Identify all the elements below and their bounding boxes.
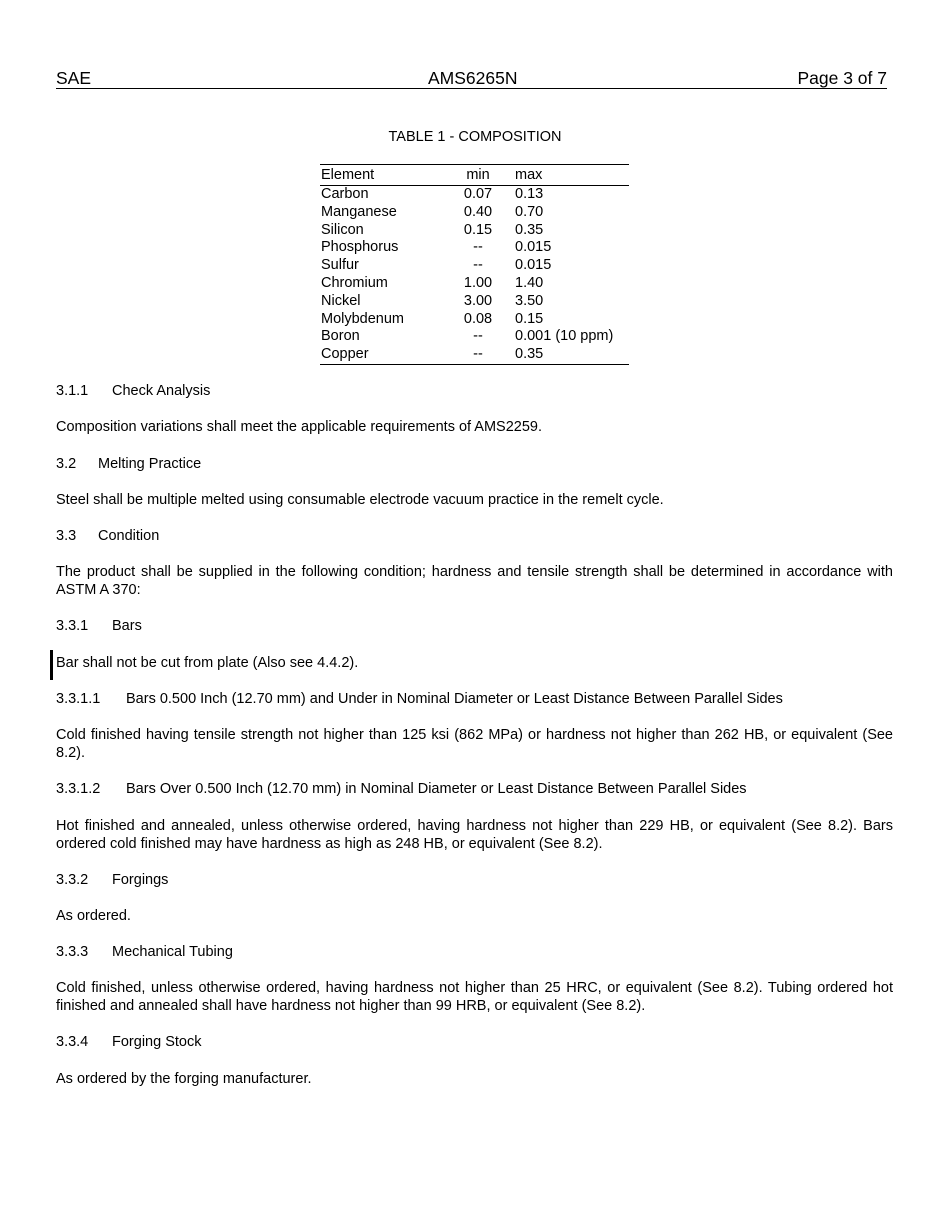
section-number: 3.3.1.1	[56, 691, 101, 707]
section-paragraph: Cold finished, unless otherwise ordered, having hardness not higher than 25 HRC, or equivalent (See 8.2). Tubing ordered hot finished and annealed shall have hardness not higher than 99 HRB, or equivalent (See 8.2).	[56, 980, 893, 1014]
cell-max: 0.35	[515, 346, 544, 363]
table-header-row	[320, 167, 629, 186]
section-number: 3.3.3	[56, 944, 89, 960]
section-paragraph: As ordered.	[56, 908, 131, 924]
col-header-max: max	[515, 167, 543, 183]
cell-element: Phosphorus	[321, 239, 399, 256]
table-row	[320, 204, 629, 222]
section-title: Melting Practice	[98, 456, 202, 472]
table-row	[320, 186, 629, 204]
cell-min: 1.00	[463, 274, 493, 291]
table-row	[320, 311, 629, 329]
section-title: Bars	[112, 618, 142, 634]
header-org: SAE	[56, 68, 92, 88]
section-heading	[56, 527, 159, 545]
cell-element: Nickel	[321, 292, 361, 309]
cell-max: 0.70	[515, 203, 544, 220]
section-heading	[56, 871, 168, 889]
cell-element: Boron	[321, 328, 360, 345]
section-heading	[56, 780, 747, 798]
table-row	[320, 346, 629, 364]
section-number: 3.3.1	[56, 618, 89, 634]
cell-max: 0.35	[515, 221, 544, 238]
table-caption: TABLE 1 - COMPOSITION	[388, 129, 562, 145]
cell-min: 3.00	[463, 292, 493, 309]
col-header-min: min	[466, 167, 490, 183]
cell-min: --	[473, 328, 483, 345]
cell-max: 0.15	[515, 310, 544, 327]
section-title: Forgings	[112, 872, 169, 888]
cell-max: 0.015	[515, 257, 552, 274]
table-row	[320, 293, 629, 311]
table-row	[320, 275, 629, 293]
cell-min: 0.08	[463, 310, 493, 327]
section-number: 3.3.2	[56, 872, 89, 888]
section-paragraph: As ordered by the forging manufacturer.	[56, 1071, 312, 1087]
section-paragraph: Cold finished having tensile strength not higher than 125 ksi (862 MPa) or hardness not higher than 262 HB, or equivalent (See 8.2).	[56, 727, 893, 761]
table-row	[320, 257, 629, 275]
cell-max: 3.50	[515, 292, 544, 309]
cell-element: Sulfur	[321, 257, 359, 274]
section-number: 3.3.4	[56, 1034, 89, 1050]
col-header-element: Element	[321, 167, 375, 183]
page-header	[56, 68, 887, 89]
cell-min: 0.07	[463, 186, 493, 202]
section-title: Forging Stock	[112, 1034, 202, 1050]
section-number: 3.3	[56, 528, 77, 544]
section-number: 3.1.1	[56, 383, 89, 399]
cell-element: Silicon	[321, 221, 364, 238]
cell-min: --	[473, 346, 483, 363]
section-title: Bars 0.500 Inch (12.70 mm) and Under in Nominal Diameter or Least Distance Between Parallel Sides	[126, 691, 783, 707]
section-title: Condition	[98, 528, 160, 544]
cell-max: 0.13	[515, 186, 544, 202]
header-doc-id: AMS6265N	[428, 68, 518, 88]
section-heading	[56, 943, 233, 961]
section-heading	[56, 1033, 201, 1051]
cell-element: Chromium	[321, 274, 388, 291]
cell-element: Carbon	[321, 186, 369, 202]
cell-element: Manganese	[321, 203, 397, 220]
cell-min: --	[473, 239, 483, 256]
cell-min: --	[473, 257, 483, 274]
composition-table	[320, 164, 629, 365]
cell-min: 0.15	[463, 221, 493, 238]
cell-max: 0.001 (10 ppm)	[515, 328, 614, 345]
change-bar	[50, 650, 53, 680]
section-heading	[56, 455, 201, 473]
cell-element: Molybdenum	[321, 310, 405, 327]
table-row	[320, 222, 629, 240]
cell-min: 0.40	[463, 203, 493, 220]
section-title: Check Analysis	[112, 383, 211, 399]
section-heading	[56, 617, 142, 635]
section-paragraph: Composition variations shall meet the applicable requirements of AMS2259.	[56, 419, 543, 435]
cell-max: 0.015	[515, 239, 552, 256]
header-page-number: Page 3 of 7	[797, 68, 887, 88]
section-heading	[56, 382, 210, 400]
section-paragraph: Steel shall be multiple melted using consumable electrode vacuum practice in the remelt cycle.	[56, 492, 664, 508]
section-number: 3.2	[56, 456, 77, 472]
table-row	[320, 328, 629, 346]
cell-element: Copper	[321, 346, 369, 363]
section-heading	[56, 690, 783, 708]
section-title: Mechanical Tubing	[112, 944, 233, 960]
section-paragraph: Bar shall not be cut from plate (Also see 4.4.2).	[56, 655, 359, 671]
table-row	[320, 239, 629, 257]
section-paragraph: The product shall be supplied in the following condition; hardness and tensile strength shall be determined in accordance with ASTM A 370:	[56, 564, 893, 598]
section-title: Bars Over 0.500 Inch (12.70 mm) in Nominal Diameter or Least Distance Between Parallel Sides	[126, 781, 747, 797]
section-number: 3.3.1.2	[56, 781, 101, 797]
section-paragraph: Hot finished and annealed, unless otherwise ordered, having hardness not higher than 229 HB, or equivalent (See 8.2). Bars ordered cold finished may have hardness as high as 248 HB, or equivalent (See 8.2).	[56, 818, 893, 852]
cell-max: 1.40	[515, 274, 544, 291]
